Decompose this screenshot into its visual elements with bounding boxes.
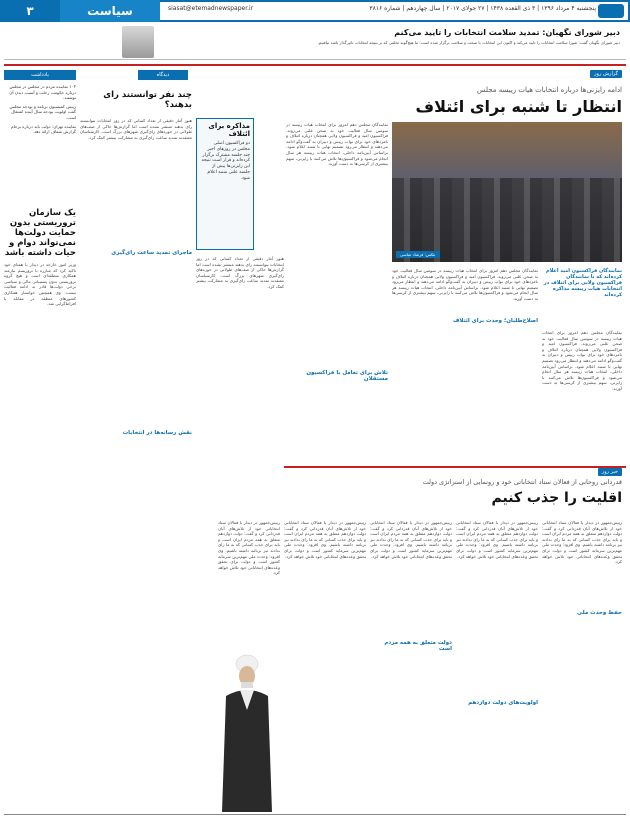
left-article-body: وزیر امور خارجه در دیدار با همتای خود تاکید کرد که مبارزه با تروریسم نیازمند همکاری منطقه‌ای است و هیچ گروه تروریستی بدون پشتیبانی مالی و سیاسی برخی دولت‌ها قادر به ادامه فعالیت نیست. وی همچنین خواستار همکاری کشورهای منطقه در مقابله با افراط‌گرایی شد.	[4, 262, 76, 307]
section-divider	[284, 466, 626, 468]
bottom-body-col: رییس‌جمهور در دیدار با فعالان ستاد انتخاباتی خود از تلاش‌های آنان قدردانی کرد و گفت: دولت دوازدهم متعلق به همه مردم ایران است و باید برای جذب کسانی که به ما رای ندادند نیز برنامه داشته باشیم. وی افزود: وحدت ملی مهم‌ترین سرمایه کشور است و دولت برای تحقق وعده‌های انتخاباتی خود تلاش خواهد کرد.	[542, 520, 622, 565]
cleric-portrait-icon	[122, 26, 154, 58]
president-photo	[218, 648, 276, 812]
pull-quote: نمایندگان فراکسیون امید اعلام کرده‌اند که با نمایندگان فراکسیون ولایی برای ائتلاف در انتخابات هیات رییسه مذاکره کرده‌اند	[543, 268, 622, 298]
middle-subhead: نقش رسانه‌ها در انتخابات	[122, 430, 192, 436]
bottom-body-col: رییس‌جمهور در دیدار با فعالان ستاد انتخاباتی خود از تلاش‌های آنان قدردانی کرد و گفت: دولت دوازدهم متعلق به همه مردم ایران است و باید برای جذب کسانی که به ما رای ندادند نیز برنامه داشته باشیم. وی افزود: وحدت ملی مهم‌ترین سرمایه کشور است و دولت برای تحقق وعده‌های انتخاباتی خود تلاش خواهد کرد.	[456, 520, 538, 559]
bottom-body-col: رییس‌جمهور در دیدار با فعالان ستاد انتخاباتی خود از تلاش‌های آنان قدردانی کرد و گفت: دولت دوازدهم متعلق به همه مردم ایران است و باید برای جذب کسانی که به ما رای ندادند نیز برنامه داشته باشیم. وی افزود: وحدت ملی مهم‌ترین سرمایه کشور است و دولت برای تحقق وعده‌های انتخاباتی خود تلاش خواهد کرد.	[370, 520, 452, 559]
sidebar-callout	[196, 118, 254, 250]
middle-box-title: دیدگاه	[138, 70, 188, 80]
middle-article-title[interactable]: چند نفر توانستند رای بدهند؟	[103, 90, 192, 110]
middle-article-body: هنوز آمار دقیقی از تعداد کسانی که در روز انتخابات نتوانستند رای بدهند منتشر نشده است اما گزارش‌ها حاکی از صف‌های طولانی در حوزه‌های رای‌گیری شهرهای بزرگ است. کارشناسان معتقدند تمدید ساعت رای‌گیری به مشارکت بیشتر کمک کرد.	[80, 118, 192, 140]
bottom-body-col: رییس‌جمهور در دیدار با فعالان ستاد انتخاباتی خود از تلاش‌های آنان قدردانی کرد و گفت: دولت دوازدهم متعلق به همه مردم ایران است و باید برای جذب کسانی که به ما رای ندادند نیز برنامه داشته باشیم. وی افزود: وحدت ملی مهم‌ترین سرمایه کشور است و دولت برای تحقق وعده‌های انتخاباتی خود تلاش خواهد کرد.	[218, 520, 280, 576]
list-item[interactable]: ۱۰۴ نماینده مردم در مجلس در مجلس درباره حکومت رحلت و آسیب دیدن آن نوشتند.	[9, 84, 76, 101]
article-subhead: تلاش برای تعامل با فراکسیون مستقلان	[306, 370, 388, 382]
article-body-col: نمایندگان مجلس دهم امروز برای انتخاب هیات رییسه در سومین سال فعالیت خود به صحن علنی می‌روند. فراکسیون امید و فراکسیون ولایی همچنان درباره ائتلاف و نامزدهای خود برای نواب رییس و دبیران به گفت‌وگو ادامه می‌دهند و انتظار می‌رود تصمیم نهایی تا شنبه اعلام شود. براساس آیین‌نامه داخلی، انتخاب هیات رییسه هر سال انجام می‌شود و فراکسیون‌ها تلاش می‌کنند با رایزنی، سهم بیشتری از کرسی‌ها به دست آورند.	[392, 268, 538, 301]
newspaper-logo-icon	[598, 4, 624, 18]
article-tag: خبر روز	[598, 468, 622, 476]
list-item[interactable]: نماینده تهران: دولت باید درباره برجام گزارش شفاف ارائه دهد.	[11, 123, 76, 135]
article-kicker: ادامه رایزنی‌ها درباره انتخابات هیات رییسه مجلس	[476, 86, 622, 94]
article-body-col: نمایندگان مجلس دهم امروز برای انتخاب هیات رییسه در سومین سال فعالیت خود به صحن علنی می‌روند. فراکسیون امید و فراکسیون ولایی همچنان درباره ائتلاف و نامزدهای خود برای نواب رییس و دبیران به گفت‌وگو ادامه می‌دهند و انتظار می‌رود تصمیم نهایی تا شنبه اعلام شود. براساس آیین‌نامه داخلی، انتخاب هیات رییسه هر سال انجام می‌شود و فراکسیون‌ها تلاش می‌کنند با رایزنی، سهم بیشتری از کرسی‌ها به دست آورند.	[286, 122, 388, 167]
callout-title: مذاکره برای ائتلاف	[208, 122, 250, 138]
bottom-subhead: اولویت‌های دولت دوازدهم	[468, 700, 538, 706]
left-box-title: یادداشت	[4, 70, 76, 80]
callout-body: دو فراکسیون اصلی مجلس در روزهای اخیر چند جلسه مشترک برگزار کرده‌اند و قرار است نتیجه این رایزنی‌ها پیش از جلسه علنی شنبه اعلام شود.	[201, 141, 250, 181]
bottom-body-col: رییس‌جمهور در دیدار با فعالان ستاد انتخاباتی خود از تلاش‌های آنان قدردانی کرد و گفت: دولت دوازدهم متعلق به همه مردم ایران است و باید برای جذب کسانی که به ما رای ندادند نیز برنامه داشته باشیم. وی افزود: وحدت ملی مهم‌ترین سرمایه کشور است و دولت برای تحقق وعده‌های انتخاباتی خود تلاش خواهد کرد.	[284, 520, 366, 559]
page-header	[0, 0, 630, 22]
article-title[interactable]: انتظار تا شنبه برای ائتلاف	[415, 97, 622, 116]
middle-subhead: ماجرای تمدید ساعت رای‌گیری	[111, 250, 192, 256]
list-item[interactable]: رییس کمیسیون برنامه و بودجه مجلس گفت اولویت بودجه سال آینده اشتغال است.	[9, 103, 76, 120]
photo-caption: عکس: فرشاد عباسی	[396, 251, 440, 258]
middle-article-body: هنوز آمار دقیقی از تعداد کسانی که در روز انتخابات نتوانستند رای بدهند منتشر نشده است اما گزارش‌ها حاکی از صف‌های طولانی در حوزه‌های رای‌گیری شهرهای بزرگ است. کارشناسان معتقدند تمدید ساعت رای‌گیری به مشارکت بیشتر کمک کرد.	[196, 256, 284, 289]
section-divider	[4, 64, 626, 66]
bottom-subhead: حفظ وحدت ملی	[577, 610, 622, 616]
page-bottom-rule	[4, 814, 626, 815]
news-brief-list	[4, 84, 76, 138]
top-banner	[4, 24, 626, 60]
banner-lead: دبیر شورای نگهبان گفت: شورا سلامت انتخابات را تایید می‌کند و اکنون این انتخابات با صحت و سلامت برگزار شده است؛ ما هیچ‌گونه تخلفی که بر نتیجه انتخابات تاثیرگذار باشد نیافتیم.	[317, 40, 620, 45]
article-tag: گزارش روز	[590, 70, 622, 78]
page-number: ۳	[0, 0, 60, 22]
section-email[interactable]: siasat@etemadnewspaper.ir	[168, 5, 254, 12]
bottom-title[interactable]: اقلیت را جذب کنیم	[491, 490, 622, 506]
article-body-col: نمایندگان مجلس دهم امروز برای انتخاب هیات رییسه در سومین سال فعالیت خود به صحن علنی می‌روند. فراکسیون امید و فراکسیون ولایی همچنان درباره ائتلاف و نامزدهای خود برای نواب رییس و دبیران به گفت‌وگو ادامه می‌دهند و انتظار می‌رود تصمیم نهایی تا شنبه اعلام شود. براساس آیین‌نامه داخلی، انتخاب هیات رییسه هر سال انجام می‌شود و فراکسیون‌ها تلاش می‌کنند با رایزنی، سهم بیشتری از کرسی‌ها به دست آورند.	[542, 330, 622, 391]
photo-figures	[392, 178, 622, 262]
bottom-kicker: قدردانی روحانی از فعالان ستاد انتخاباتی خود و رونمایی از استراتژی دولت	[422, 478, 622, 486]
left-article-title[interactable]: یک سازمان تروریستی بدون حمایت دولت‌ها نمی‌تواند دوام و حیات داشته باشد	[4, 208, 76, 258]
parliament-photo	[392, 122, 622, 262]
bottom-subhead: دولت متعلق به همه مردم است	[384, 640, 452, 652]
issue-date: پنجشنبه ۴ مرداد ۱۳۹۶ | ۳ ذی القعده ۱۴۳۸ | ۲۷ جولای ۲۰۱۷ | سال چهاردهم | شماره ۳۸۱۶	[369, 5, 596, 12]
banner-headline[interactable]: دبیر شورای نگهبان: تمدید سلامت انتخابات را تایید می‌کنم	[394, 28, 620, 37]
article-subhead: اصلاح‌طلبان؛ وحدت برای ائتلاف	[453, 318, 538, 324]
section-name[interactable]: سیاست	[60, 0, 160, 22]
